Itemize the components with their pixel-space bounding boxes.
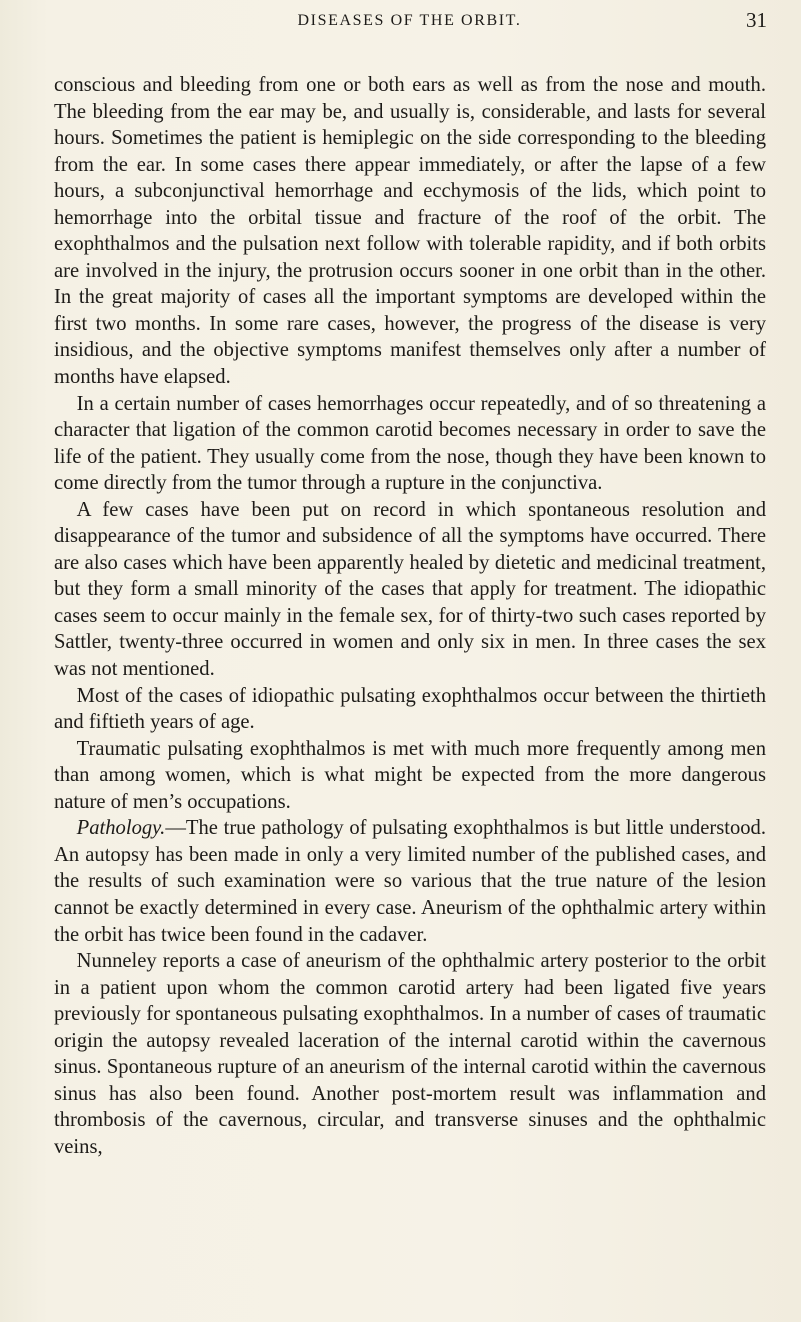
paragraph-resolution: A few cases have been put on record in which spontaneous resolution and disappearance of the tumor and subsidence of all the symptoms have occurred. There are also cases which have been apparently healed by dietetic and medicinal treatment, but they form a small minority of the cases that apply for treatment. The idiopathic cases seem to occur mainly in the female sex, for of thirty-two such cases reported by Sattler, twenty-three occurred in women and only six in men. In three cases the sex was not mentioned. [54, 498, 766, 681]
paragraph-nunneley: Nunneley reports a case of aneurism of the ophthalmic artery posterior to the orbit in a patient upon whom the common carotid artery had been ligated five years previously for spontaneous pulsating exophthalmos. In a number of cases of traumatic origin the autopsy revealed laceration of the internal carotid within the cavernous sinus. Spontaneous rupture of an aneurism of the internal carotid within the cavernous sinus has also been found. Another post-mortem result was inflammation and thrombosis of the cavernous, circular, and transverse sinuses and the ophthalmic veins, [54, 950, 766, 1158]
section-heading-pathology: Pathology. [76, 817, 166, 840]
paragraph-hemorrhages: In a certain number of cases hemorrhages occur repeatedly, and of so threatening a character that ligation of the common carotid becomes necessary in order to save the life of the patient. They usually come from the nose, though they have been known to come directly from the tumor through a rupture in the conjunctiva. [54, 392, 766, 495]
body-text [54, 72, 766, 1160]
paragraph-age: Most of the cases of idiopathic pulsating exophthalmos occur between the thirtieth and fiftieth years of age. [54, 684, 766, 734]
page-number: 31 [746, 8, 767, 32]
paragraph-pathology [54, 815, 766, 948]
paragraph-continued: conscious and bleeding from one or both ears as well as from the nose and mouth. The bleeding from the ear may be, and usually is, considerable, and lasts for several hours. Sometimes the patient is hemiplegic on the side corresponding to the bleeding from the ear. In some cases there appear immediately, or after the lapse of a few hours, a subconjunctival hemorrhage and ecchymosis of the lids, which point to hemorrhage into the orbital tissue and fracture of the roof of the orbit. The exophthalmos and the pulsation next follow with tolerable rapidity, and if both orbits are involved in the injury, the protrusion occurs sooner in one orbit than in the other. In the great majority of cases all the important symptoms are developed within the first two months. In some rare cases, however, the progress of the disease is very insidious, and the objective symptoms manifest themselves only after a number of months have elapsed. [54, 74, 766, 389]
pathology-text: —The true pathology of pulsating exophthalmos is but little understood. An autopsy has been made in only a very limited number of the published cases, and the results of such examination were so various that the true nature of the lesion cannot be exactly determined in every case. Aneurism of the ophthalmic artery within the orbit has twice been found in the cadaver. [54, 817, 766, 946]
running-head [52, 4, 767, 40]
paragraph-traumatic: Traumatic pulsating exophthalmos is met with much more frequently among men than among women, which is what might be expected from the more dangerous nature of men’s occupations. [54, 737, 766, 813]
chapter-title: DISEASES OF THE ORBIT. [297, 12, 522, 29]
